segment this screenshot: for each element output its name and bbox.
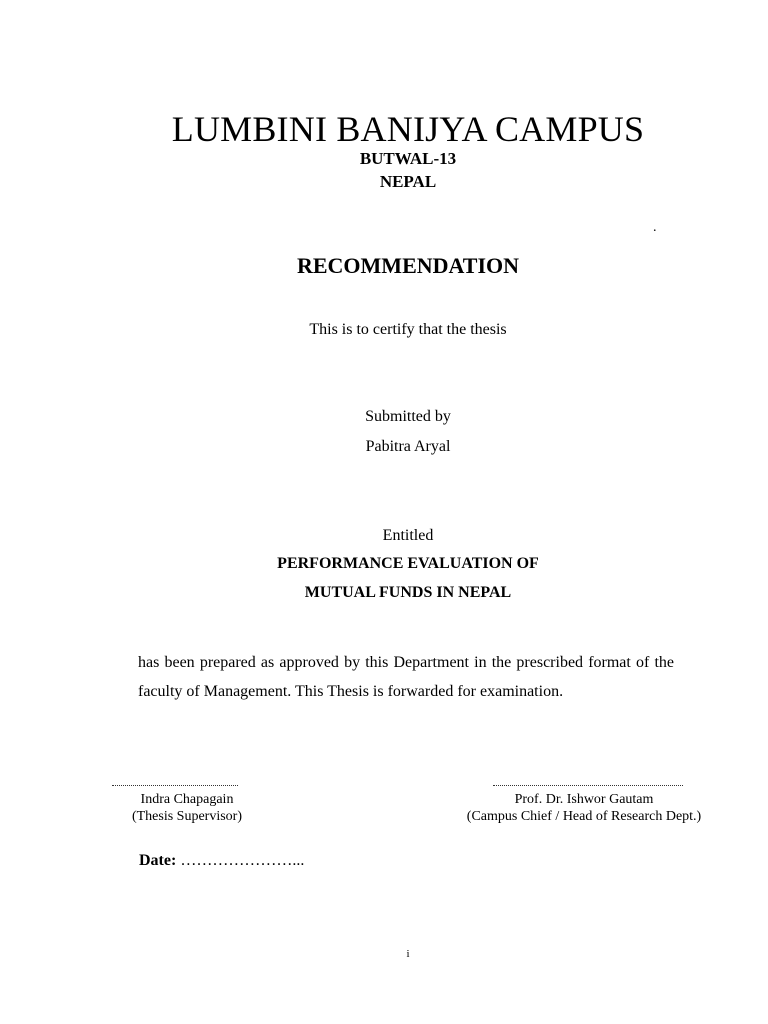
page-title: RECOMMENDATION bbox=[296, 253, 520, 278]
date-label: Date: bbox=[139, 852, 177, 869]
institution-name: LUMBINI BANIJYA CAMPUS bbox=[171, 109, 645, 149]
campus-chief-role: (Campus Chief / Head of Research Dept.) bbox=[466, 809, 702, 824]
date-line bbox=[139, 852, 304, 870]
address-line-1: BUTWAL-13 bbox=[359, 149, 457, 168]
certify-statement: This is to certify that the thesis bbox=[309, 321, 507, 338]
campus-chief-name: Prof. Dr. Ishwor Gautam bbox=[514, 792, 654, 807]
supervisor-name: Indra Chapagain bbox=[140, 792, 234, 807]
stray-dot: . bbox=[653, 220, 657, 235]
thesis-title-line-1: PERFORMANCE EVALUATION OF bbox=[277, 555, 539, 572]
author-name: Pabitra Aryal bbox=[365, 438, 451, 455]
submitted-by-label: Submitted by bbox=[365, 408, 451, 425]
chief-signature-line bbox=[493, 785, 683, 786]
thesis-title-line-2: MUTUAL FUNDS IN NEPAL bbox=[304, 584, 512, 601]
supervisor-signature-line bbox=[112, 785, 238, 786]
address-line-2: NEPAL bbox=[379, 172, 437, 191]
approval-paragraph: has been prepared as approved by this Department in the prescribed format of the faculty of Management. This Thesis is forwarded for examination. bbox=[138, 654, 674, 700]
entitled-label: Entitled bbox=[382, 527, 434, 544]
page-number: i bbox=[406, 948, 410, 960]
date-blank: …………………... bbox=[180, 852, 305, 869]
supervisor-role: (Thesis Supervisor) bbox=[131, 809, 243, 824]
